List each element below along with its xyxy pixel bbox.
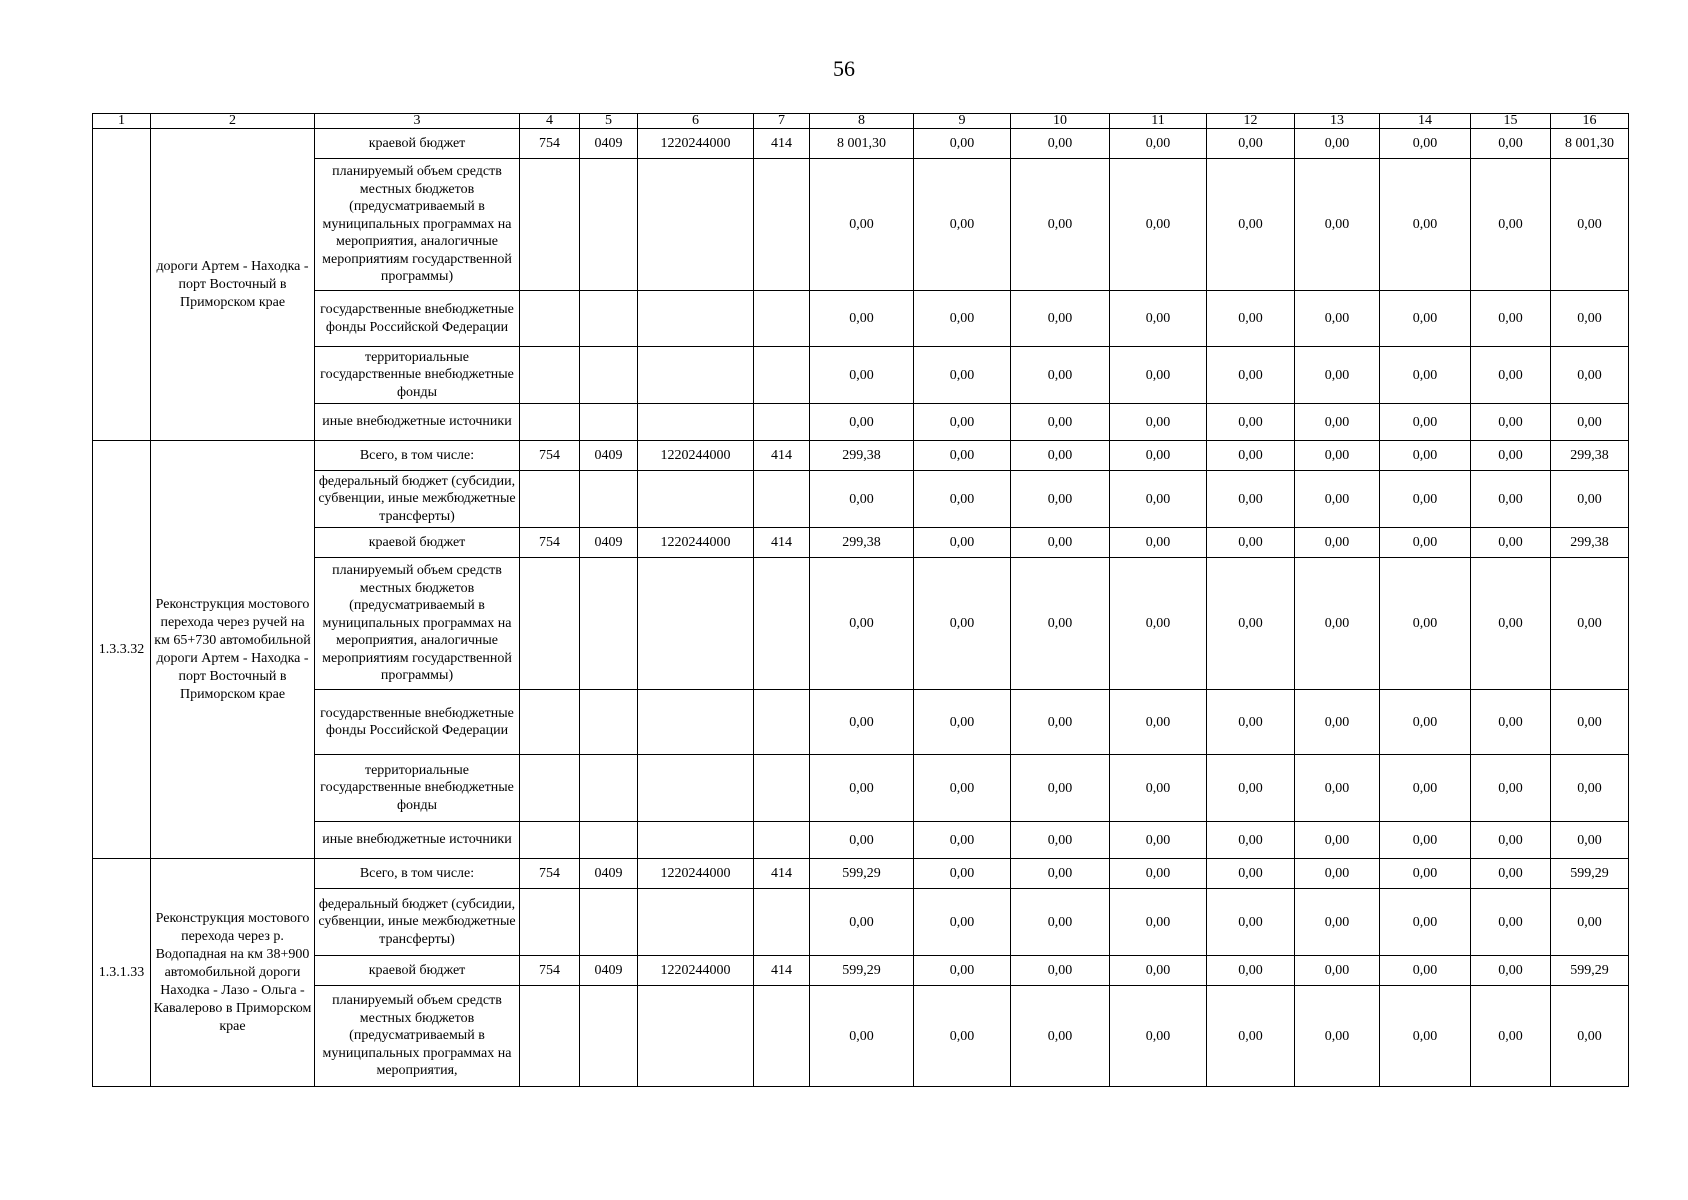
column-header: 5 [580,114,638,129]
value-cell: 0,00 [1551,822,1629,859]
value-cell: 0,00 [1110,471,1207,528]
value-cell: 0409 [580,859,638,889]
value-cell: 0,00 [914,471,1011,528]
value-cell [520,690,580,755]
value-cell [754,558,810,690]
value-cell: 0,00 [1380,404,1471,441]
funding-source-cell: иные внебюджетные источники [315,404,520,441]
value-cell: 0,00 [1551,690,1629,755]
value-cell: 0409 [580,528,638,558]
value-cell [754,471,810,528]
value-cell: 0,00 [914,690,1011,755]
value-cell: 599,29 [1551,859,1629,889]
funding-source-cell: федеральный бюджет (субсидии, субвенции, иные межбюджетные трансферты) [315,471,520,528]
value-cell: 0409 [580,956,638,986]
table-row [93,986,1629,1087]
value-cell [580,291,638,347]
value-cell: 1220244000 [638,441,754,471]
table-row [93,859,1629,889]
value-cell: 0,00 [914,859,1011,889]
value-cell [638,690,754,755]
value-cell: 0,00 [810,690,914,755]
value-cell [754,347,810,404]
value-cell: 0,00 [1471,822,1551,859]
value-cell [520,347,580,404]
value-cell: 0,00 [1380,129,1471,159]
column-header-row [93,114,1629,129]
value-cell: 0,00 [1295,159,1380,291]
value-cell: 0,00 [1207,129,1295,159]
funding-source-cell: краевой бюджет [315,528,520,558]
value-cell: 0,00 [1110,889,1207,956]
value-cell: 0,00 [1295,528,1380,558]
value-cell: 0,00 [1011,956,1110,986]
funding-source-cell: иные внебюджетные источники [315,822,520,859]
value-cell: 0,00 [1471,347,1551,404]
value-cell: 0,00 [1110,347,1207,404]
value-cell [520,986,580,1087]
value-cell: 0,00 [1011,404,1110,441]
value-cell: 0,00 [1207,859,1295,889]
value-cell: 0,00 [1380,956,1471,986]
value-cell: 0,00 [1380,291,1471,347]
funding-source-cell: Всего, в том числе: [315,441,520,471]
value-cell [638,889,754,956]
table-row [93,159,1629,291]
value-cell: 0,00 [1471,404,1551,441]
value-cell: 0,00 [810,889,914,956]
table-row [93,822,1629,859]
funding-source-cell: территориальные государственные внебюджетные фонды [315,347,520,404]
value-cell: 0,00 [1110,956,1207,986]
value-cell: 0,00 [1295,755,1380,822]
row-code-cell: 1.3.1.33 [93,859,151,1087]
value-cell: 0,00 [1471,528,1551,558]
value-cell: 0,00 [1011,558,1110,690]
value-cell: 0,00 [1110,404,1207,441]
budget-table [92,113,1629,1087]
value-cell: 0,00 [1471,159,1551,291]
value-cell [520,822,580,859]
value-cell [638,755,754,822]
value-cell: 0,00 [1295,347,1380,404]
value-cell: 0,00 [1011,291,1110,347]
value-cell: 0,00 [1110,129,1207,159]
value-cell [754,986,810,1087]
value-cell: 0,00 [1380,690,1471,755]
table-row [93,129,1629,159]
value-cell: 0,00 [1551,986,1629,1087]
value-cell [754,755,810,822]
value-cell: 0409 [580,129,638,159]
value-cell: 0,00 [914,129,1011,159]
value-cell: 0,00 [914,159,1011,291]
column-header: 3 [315,114,520,129]
column-header: 6 [638,114,754,129]
value-cell: 0,00 [1295,889,1380,956]
value-cell: 0,00 [1295,404,1380,441]
value-cell: 754 [520,441,580,471]
value-cell: 0,00 [1380,859,1471,889]
value-cell: 0,00 [1110,291,1207,347]
value-cell: 0,00 [1207,986,1295,1087]
value-cell: 0,00 [1380,986,1471,1087]
value-cell: 0,00 [810,471,914,528]
value-cell: 0,00 [1207,291,1295,347]
value-cell: 0,00 [1011,690,1110,755]
value-cell: 0,00 [1110,441,1207,471]
value-cell [638,291,754,347]
funding-source-cell: федеральный бюджет (субсидии, субвенции, иные межбюджетные трансферты) [315,889,520,956]
column-header: 4 [520,114,580,129]
table-row [93,291,1629,347]
value-cell: 0,00 [914,755,1011,822]
value-cell: 0,00 [1380,755,1471,822]
value-cell: 0,00 [1110,986,1207,1087]
value-cell: 0,00 [1295,956,1380,986]
value-cell: 0,00 [1110,822,1207,859]
funding-source-cell: государственные внебюджетные фонды Российской Федерации [315,291,520,347]
value-cell: 0,00 [1295,986,1380,1087]
value-cell [580,986,638,1087]
funding-source-cell: планируемый объем средств местных бюджетов (предусматриваемый в муниципальных программах на мероприятия, аналогичные мероприятиям государственной программы) [315,159,520,291]
value-cell [520,755,580,822]
value-cell: 599,29 [1551,956,1629,986]
table-row [93,471,1629,528]
value-cell: 0,00 [1011,755,1110,822]
value-cell: 754 [520,528,580,558]
table-row [93,347,1629,404]
value-cell: 0,00 [914,822,1011,859]
value-cell [580,159,638,291]
value-cell: 0,00 [1011,859,1110,889]
funding-source-cell: планируемый объем средств местных бюджетов (предусматриваемый в муниципальных программах на мероприятия, аналогичные мероприятиям государственной программы) [315,558,520,690]
value-cell: 0,00 [1207,159,1295,291]
column-header: 11 [1110,114,1207,129]
value-cell [638,347,754,404]
value-cell: 0,00 [810,986,914,1087]
value-cell: 0,00 [1207,441,1295,471]
value-cell [754,889,810,956]
value-cell: 0,00 [1551,889,1629,956]
value-cell: 0,00 [1551,558,1629,690]
value-cell: 0,00 [1471,956,1551,986]
value-cell: 0,00 [1471,471,1551,528]
value-cell: 0,00 [1471,129,1551,159]
value-cell: 299,38 [810,528,914,558]
value-cell: 0,00 [1551,159,1629,291]
table-row [93,889,1629,956]
value-cell [580,822,638,859]
value-cell [638,986,754,1087]
value-cell [520,404,580,441]
value-cell: 0,00 [1471,690,1551,755]
value-cell [754,822,810,859]
event-name-cell: дороги Артем - Находка - порт Восточный в Приморском крае [151,129,315,441]
column-header: 2 [151,114,315,129]
value-cell: 0,00 [810,159,914,291]
value-cell: 1220244000 [638,859,754,889]
value-cell: 0,00 [914,889,1011,956]
table-row [93,956,1629,986]
value-cell [580,690,638,755]
value-cell [638,404,754,441]
event-name-cell: Реконструкция мостового перехода через р. Водопадная на км 38+900 автомобильной дороги Находка - Лазо - Ольга - Кавалерово в Приморском крае [151,859,315,1087]
value-cell [580,889,638,956]
value-cell: 0,00 [1380,347,1471,404]
value-cell: 0,00 [1011,441,1110,471]
value-cell: 0,00 [1011,129,1110,159]
value-cell: 0,00 [1471,558,1551,690]
value-cell [580,755,638,822]
value-cell: 299,38 [810,441,914,471]
value-cell [638,159,754,291]
value-cell: 0,00 [1295,129,1380,159]
value-cell: 0,00 [1551,347,1629,404]
value-cell: 0,00 [1551,471,1629,528]
value-cell [580,347,638,404]
value-cell: 0,00 [914,956,1011,986]
value-cell: 0,00 [914,291,1011,347]
value-cell: 0,00 [1011,986,1110,1087]
value-cell [520,291,580,347]
value-cell: 0,00 [1551,755,1629,822]
value-cell: 0,00 [1295,558,1380,690]
value-cell: 0,00 [1207,690,1295,755]
column-header: 7 [754,114,810,129]
value-cell: 8 001,30 [810,129,914,159]
value-cell: 1220244000 [638,129,754,159]
budget-table-body [93,114,1629,1087]
value-cell: 0409 [580,441,638,471]
value-cell: 0,00 [1380,471,1471,528]
value-cell: 0,00 [1295,291,1380,347]
column-header: 9 [914,114,1011,129]
value-cell: 0,00 [810,755,914,822]
value-cell: 0,00 [1471,859,1551,889]
value-cell: 0,00 [1110,528,1207,558]
row-code-cell: 1.3.3.32 [93,441,151,859]
column-header: 15 [1471,114,1551,129]
value-cell: 599,29 [810,956,914,986]
value-cell [580,471,638,528]
table-row [93,690,1629,755]
value-cell: 0,00 [1011,159,1110,291]
value-cell [520,889,580,956]
value-cell: 0,00 [1551,404,1629,441]
funding-source-cell: государственные внебюджетные фонды Российской Федерации [315,690,520,755]
value-cell: 0,00 [1471,291,1551,347]
value-cell: 0,00 [1207,347,1295,404]
value-cell: 0,00 [1471,986,1551,1087]
table-row [93,558,1629,690]
value-cell: 0,00 [1295,471,1380,528]
value-cell: 0,00 [1110,558,1207,690]
value-cell [580,558,638,690]
value-cell: 414 [754,129,810,159]
funding-source-cell: краевой бюджет [315,956,520,986]
value-cell [754,690,810,755]
value-cell: 0,00 [1011,528,1110,558]
value-cell: 8 001,30 [1551,129,1629,159]
value-cell [754,159,810,291]
value-cell: 0,00 [810,558,914,690]
value-cell: 0,00 [1207,558,1295,690]
funding-source-cell: территориальные государственные внебюджетные фонды [315,755,520,822]
value-cell: 0,00 [1110,159,1207,291]
value-cell [520,558,580,690]
value-cell: 0,00 [1011,822,1110,859]
value-cell [638,558,754,690]
table-row [93,755,1629,822]
value-cell: 0,00 [1380,441,1471,471]
value-cell [580,404,638,441]
value-cell: 0,00 [1207,822,1295,859]
column-header: 1 [93,114,151,129]
value-cell: 0,00 [1207,889,1295,956]
value-cell: 0,00 [914,404,1011,441]
value-cell: 754 [520,859,580,889]
table-row [93,404,1629,441]
value-cell [754,291,810,347]
value-cell: 0,00 [1207,404,1295,441]
value-cell: 0,00 [1471,755,1551,822]
value-cell: 0,00 [1295,859,1380,889]
value-cell: 0,00 [810,291,914,347]
table-row [93,441,1629,471]
column-header: 14 [1380,114,1471,129]
page-number: 56 [833,56,855,81]
funding-source-cell: краевой бюджет [315,129,520,159]
column-header: 13 [1295,114,1380,129]
value-cell: 0,00 [1551,291,1629,347]
value-cell: 0,00 [1295,822,1380,859]
value-cell [638,471,754,528]
value-cell: 0,00 [810,347,914,404]
table-row [93,528,1629,558]
value-cell: 754 [520,956,580,986]
value-cell: 0,00 [1011,347,1110,404]
value-cell: 0,00 [914,347,1011,404]
value-cell: 0,00 [914,558,1011,690]
column-header: 16 [1551,114,1629,129]
value-cell: 0,00 [914,441,1011,471]
column-header: 12 [1207,114,1295,129]
value-cell: 0,00 [1110,755,1207,822]
value-cell [638,822,754,859]
value-cell: 0,00 [1380,159,1471,291]
value-cell: 0,00 [1207,528,1295,558]
value-cell: 0,00 [1471,441,1551,471]
value-cell: 1220244000 [638,528,754,558]
funding-source-cell: планируемый объем средств местных бюджетов (предусматриваемый в муниципальных программах на мероприятия, [315,986,520,1087]
event-name-cell: Реконструкция мостового перехода через ручей на км 65+730 автомобильной дороги Артем - Находка - порт Восточный в Приморском крае [151,441,315,859]
column-header: 8 [810,114,914,129]
value-cell: 414 [754,956,810,986]
value-cell: 0,00 [1110,690,1207,755]
row-code-cell [93,129,151,441]
value-cell: 754 [520,129,580,159]
value-cell: 0,00 [1380,889,1471,956]
value-cell: 0,00 [810,822,914,859]
value-cell: 414 [754,859,810,889]
value-cell: 0,00 [1207,956,1295,986]
value-cell [754,404,810,441]
value-cell: 0,00 [1295,441,1380,471]
value-cell: 1220244000 [638,956,754,986]
value-cell: 0,00 [1011,889,1110,956]
column-header: 10 [1011,114,1110,129]
value-cell: 414 [754,528,810,558]
value-cell [520,471,580,528]
value-cell: 0,00 [1380,558,1471,690]
value-cell: 0,00 [1380,528,1471,558]
value-cell: 0,00 [1011,471,1110,528]
value-cell [520,159,580,291]
funding-source-cell: Всего, в том числе: [315,859,520,889]
value-cell: 0,00 [1207,471,1295,528]
value-cell: 0,00 [1471,889,1551,956]
value-cell: 0,00 [1110,859,1207,889]
value-cell: 0,00 [1207,755,1295,822]
value-cell: 599,29 [810,859,914,889]
value-cell: 0,00 [1380,822,1471,859]
value-cell: 0,00 [914,528,1011,558]
value-cell: 0,00 [1295,690,1380,755]
value-cell: 0,00 [810,404,914,441]
value-cell: 299,38 [1551,528,1629,558]
value-cell: 414 [754,441,810,471]
value-cell: 299,38 [1551,441,1629,471]
value-cell: 0,00 [914,986,1011,1087]
